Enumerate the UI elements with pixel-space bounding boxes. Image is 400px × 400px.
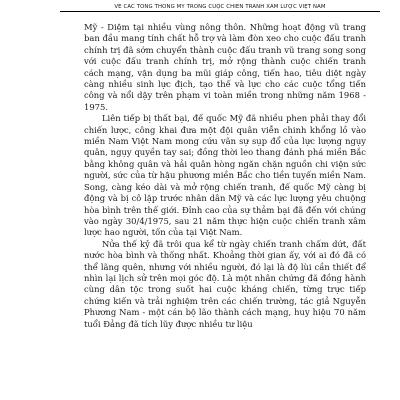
running-header: VỀ CÁC TỔNG THỐNG MỸ TRONG CUỘC CHIẾN TRANH XÂM LƯỢC VIỆT NAM bbox=[60, 4, 380, 12]
paragraph-2: Liên tiếp bị thất bại, đế quốc Mỹ đã nhiều phen phải thay đổi chiến lược, công khai đưa một đội quân viễn chinh khổng lồ vào miền Nam Việt Nam mong cứu vãn sự sụp đổ của lực lượng ngụy quân, ngụy quyền tay sai; đồng thời leo thang đánh phá miền Bắc bằng không quân và hải quân hòng ngăn chặn nguồn chi viện sức người, sức của từ hậu phương miền Bắc cho tiền tuyến miền Nam. Song, càng kéo dài và mở rộng chiến tranh, đế quốc Mỹ càng bị động và bị cô lập trước nhân dân Mỹ và các lực lượng yêu chuộng hòa bình trên thế giới. Đỉnh cao của sự thảm bại đã đến với chúng vào ngày 30/4/1975, sau 21 năm thực hiện cuộc chiến tranh xâm lược hao người, tốn của tại Việt Nam. bbox=[84, 113, 366, 238]
paragraph-1: Mỹ - Diệm tại nhiều vùng nông thôn. Những hoạt động vũ trang ban đầu mang tính chất hỗ trợ và làm đòn xeo cho cuộc đấu tranh chính trị đã sớm chuyển thành cuộc đấu tranh vũ trang song song với cuộc đấu tranh chính trị, mở rộng thành cuộc chiến tranh cách mạng, vận dụng ba mũi giáp công, tiến hao, tiêu diệt ngày càng nhiều sinh lực địch, tạo thế và lực cho các cuộc tổng tiến công và nổi dậy trên phạm vi toàn miền trong những năm 1968 - 1975. bbox=[84, 22, 366, 112]
paragraph-3: Nửa thế kỷ đã trôi qua kể từ ngày chiến tranh chấm dứt, đất nước hòa bình và thống nhất. Khoảng thời gian ấy, với ai đó đã có thể lãng quên, nhưng với nhiều người, đó lại là độ lùi cần thiết để nhìn lại lịch sử trên mọi góc độ. Là một nhân chứng đã đồng hành cùng dân tộc trong suốt hai cuộc kháng chiến, từng trực tiếp chứng kiến và trải nghiệm trên các chiến trường, tác giả Nguyễn Phương Nam - một cán bộ lão thành cách mạng, huy hiệu 70 năm tuổi Đảng đã tích lũy được nhiều tư liệu bbox=[84, 238, 366, 329]
body-text bbox=[84, 22, 366, 330]
